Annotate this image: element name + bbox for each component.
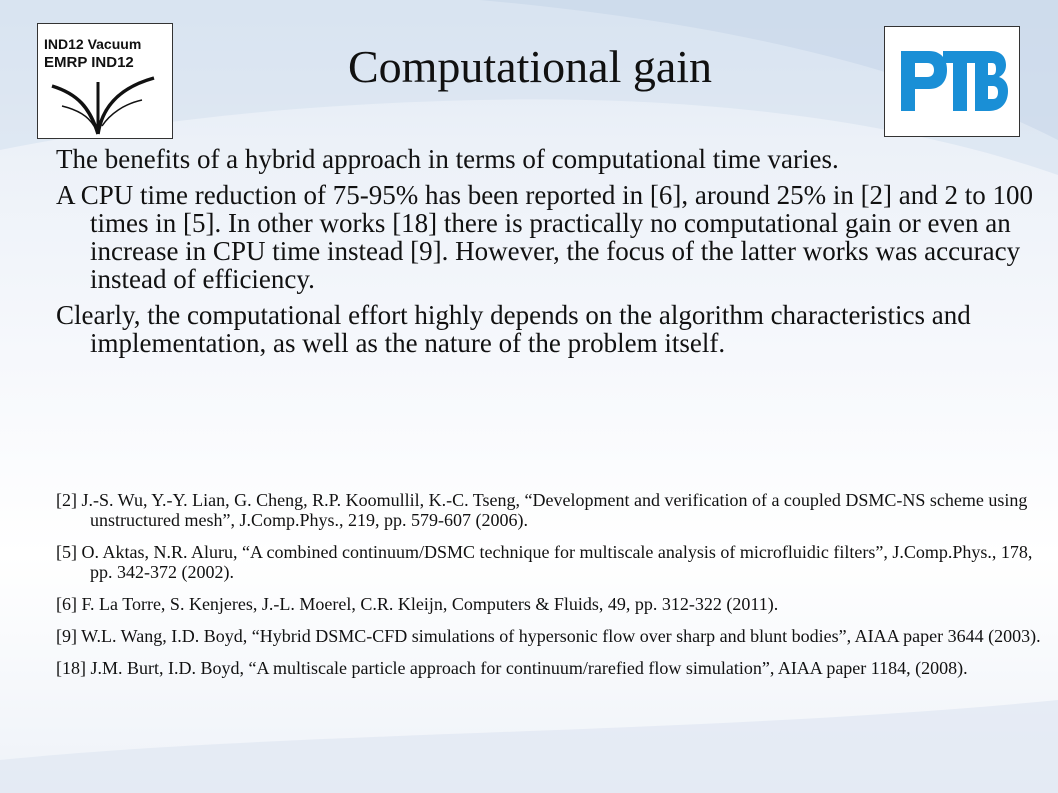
paragraph: The benefits of a hybrid approach in terms of computational time varies. [56, 144, 839, 174]
page-title: Computational gain [347, 41, 713, 92]
paragraph: Clearly, the computational effort highly depends on the algorithm characteristics and implementation, as well as the nature of the problem itself. [56, 300, 971, 358]
ptb-logo-icon [885, 27, 1021, 138]
references [56, 490, 1046, 690]
reference-item: [5] O. Aktas, N.R. Aluru, “A combined continuum/DSMC technique for multiscale analysis of microfluidic filters”, J.Comp.Phys., 178, pp. 342-372 (2002). [56, 542, 1033, 582]
logo-left-line2: EMRP IND12 [44, 54, 134, 71]
reference-item: [2] J.-S. Wu, Y.-Y. Lian, G. Cheng, R.P. Koomullil, K.-C. Tseng, “Development and verification of a coupled DSMC-NS scheme using unstructured mesh”, J.Comp.Phys., 219, pp. 579-607 (2006). [56, 490, 1028, 530]
reference-item: [18] J.M. Burt, I.D. Boyd, “A multiscale particle approach for continuum/rarefied flow simulation”, AIAA paper 1184, (2008). [56, 658, 968, 678]
reference-item: [6] F. La Torre, S. Kenjeres, J.-L. Moerel, C.R. Kleijn, Computers & Fluids, 49, pp. 312-322 (2011). [56, 594, 779, 614]
ind12-logo [37, 23, 173, 139]
ptb-logo [884, 26, 1020, 137]
logo-left-line1: IND12 Vacuum [44, 36, 142, 52]
slide-body [56, 145, 1046, 365]
paragraph: A CPU time reduction of 75-95% has been reported in [6], around 25% in [2] and 2 to 100 times in [5]. In other works [18] there is practically no computational gain or even an increase in CPU time instead [9]. However, the focus of the latter works was accuracy instead of efficiency. [56, 180, 1034, 294]
reference-item: [9] W.L. Wang, I.D. Boyd, “Hybrid DSMC-CFD simulations of hypersonic flow over sharp and blunt bodies”, AIAA paper 3644 (2003). [56, 626, 1041, 646]
